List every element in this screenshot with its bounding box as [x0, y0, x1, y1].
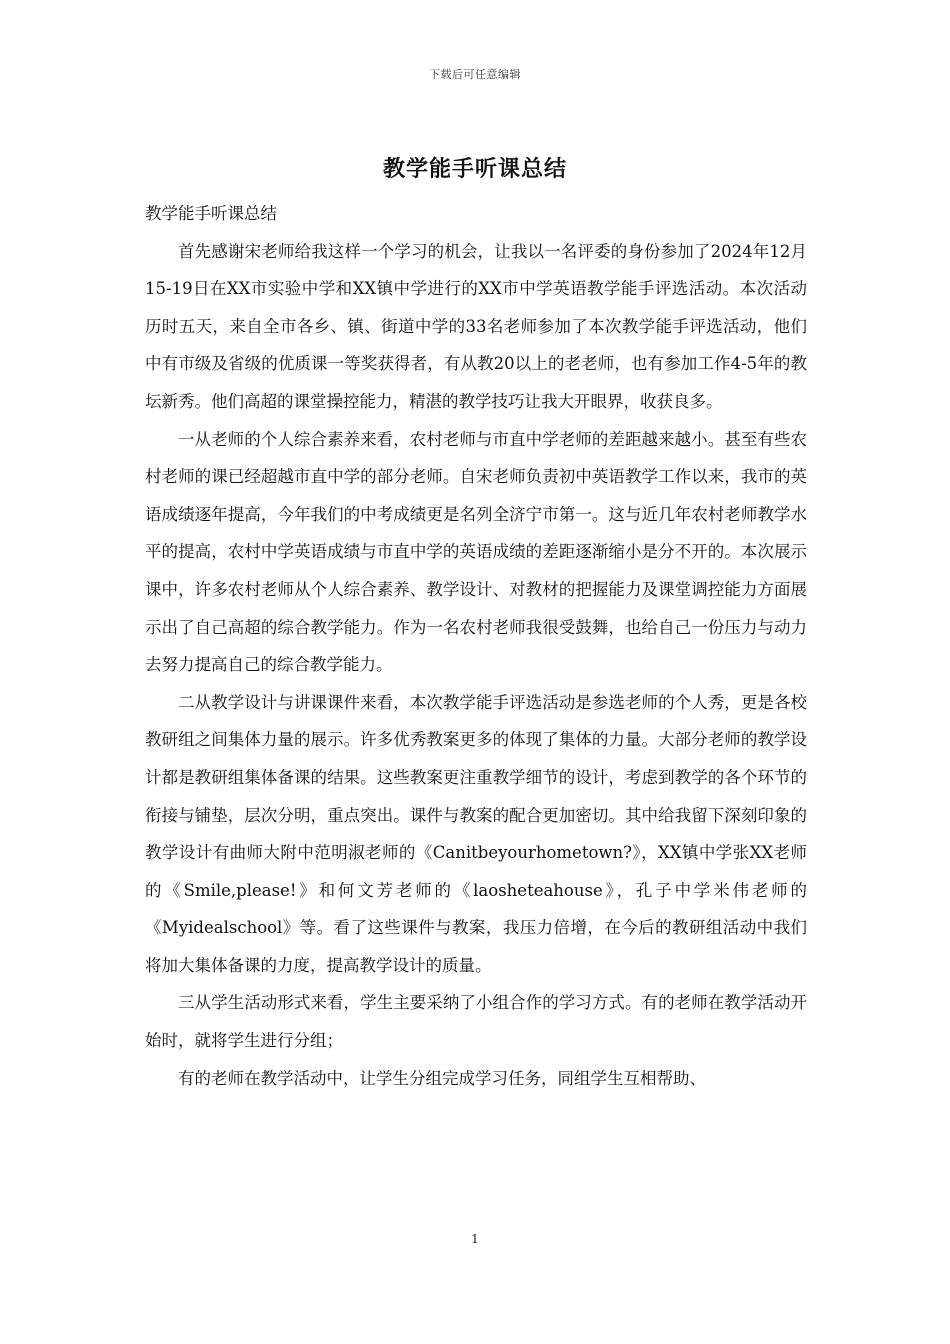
- page-number: 1: [471, 1232, 479, 1246]
- document-title: 教学能手听课总结: [382, 157, 567, 182]
- paragraph-personal-quality: 一从老师的个人综合素养来看，农村老师与市直中学老师的差距越来越小。甚至有些农村老师的课已经超越市直中学的部分老师。自宋老师负责初中英语教学工作以来，我市的英语成绩逐年提高，今年我们的中考成绩更是名列全济宁市第一。这与近几年农村老师教学水平的提高，农村中学英语成绩与市直中学的英语成绩的差距逐渐缩小是分不开的。本次展示课中，许多农村老师从个人综合素养、教学设计、对教材的把握能力及课堂调控能力方面展示出了自己高超的综合教学能力。作为一名农村老师我很受鼓舞，也给自己一份压力与动力去努力提高自己的综合教学能力。: [145, 429, 807, 675]
- paragraph-intro: 首先感谢宋老师给我这样一个学习的机会，让我以一名评委的身份参加了2024年12月15-19日在XX市实验中学和XX镇中学进行的XX市中学英语教学能手评选活动。本次活动历时五天，来自全市各乡、镇、街道中学的33名老师参加了本次教学能手评选活动，他们中有市级及省级的优质课一等奖获得者，有从教20以上的老老师，也有参加工作4-5年的教坛新秀。他们高超的课堂操控能力，精湛的教学技巧让我大开眼界，收获良多。: [145, 241, 807, 411]
- paragraph-group-work: 有的老师在教学活动中，让学生分组完成学习任务，同组学生互相帮助、: [178, 1068, 706, 1088]
- paragraph-teaching-design: 二从教学设计与讲课课件来看，本次教学能手评选活动是参选老师的个人秀，更是各校教研组之间集体力量的展示。许多优秀教案更多的体现了集体的力量。大部分老师的教学设计都是教研组集体备课的结果。这些教案更注重教学细节的设计，考虑到教学的各个环节的衔接与铺垫，层次分明，重点突出。课件与教案的配合更加密切。其中给我留下深刻印象的教学设计有曲师大附中范明淑老师的《Canitbeyourhometown?》，XX镇中学张XX老师的《Smile,please!》和何文芳老师的《laosheteahouse》，孔子中学米伟老师的《Myidealschool》等。看了这些课件与教案，我压力倍增，在今后的教研组活动中我们将加大集体备课的力度，提高教学设计的质量。: [145, 692, 807, 975]
- header-note: 下载后可任意编辑: [429, 68, 521, 81]
- document-body: [145, 195, 807, 1097]
- paragraph-student-activities: 三从学生活动形式来看，学生主要采纳了小组合作的学习方式。有的老师在教学活动开始时，就将学生进行分组；: [145, 993, 807, 1051]
- document-subtitle: 教学能手听课总结: [145, 204, 277, 223]
